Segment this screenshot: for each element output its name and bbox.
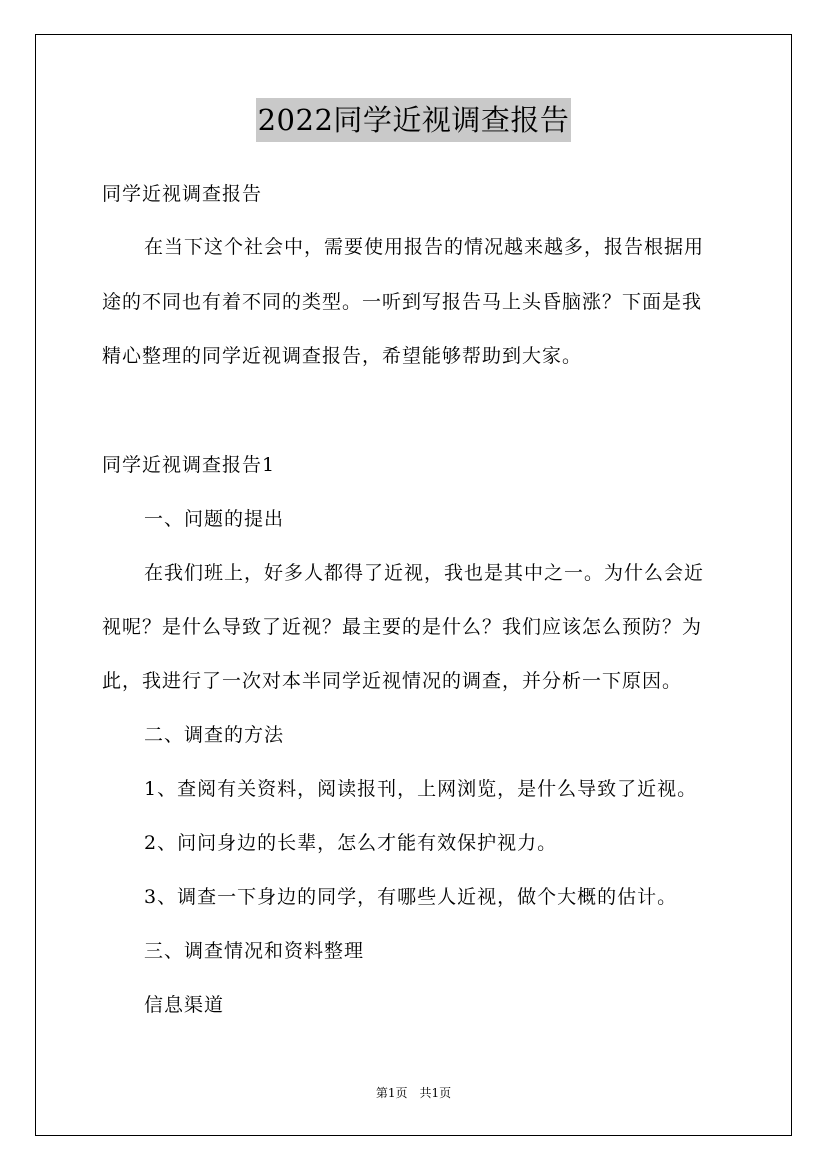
intro-line-2: 途的不同也有着不同的类型。一听到写报告马上头昏脑涨？下面是我 xyxy=(102,291,703,313)
problem-line-3: 此，我进行了一次对本半同学近视情况的调查，并分析一下原因。 xyxy=(102,670,683,692)
method-item-2: 2、问问身边的长辈，怎么才能有效保护视力。 xyxy=(144,832,558,854)
problem-line-2: 视呢？是什么导致了近视？最主要的是什么？我们应该怎么预防？为 xyxy=(102,616,703,638)
document-subtitle: 同学近视调查报告 xyxy=(102,183,263,205)
problem-line-1: 在我们班上，好多人都得了近视，我也是其中之一。为什么会近 xyxy=(144,562,705,584)
document-title: 2022同学近视调查报告 xyxy=(256,98,572,142)
section-title: 同学近视调查报告1 xyxy=(102,454,276,476)
heading-methods: 二、调查的方法 xyxy=(144,724,285,746)
info-channel-label: 信息渠道 xyxy=(144,994,225,1016)
intro-line-3: 精心整理的同学近视调查报告，希望能够帮助到大家。 xyxy=(102,345,583,367)
method-item-1: 1、查阅有关资料，阅读报刊，上网浏览，是什么导致了近视。 xyxy=(144,778,698,800)
heading-survey-results: 三、调查情况和资料整理 xyxy=(144,940,365,962)
method-item-3: 3、调查一下身边的同学，有哪些人近视，做个大概的估计。 xyxy=(144,886,678,908)
title-container xyxy=(0,98,827,142)
intro-line-1: 在当下这个社会中，需要使用报告的情况越来越多，报告根据用 xyxy=(144,236,705,258)
heading-problem: 一、问题的提出 xyxy=(144,508,285,530)
page-footer: 第1页 共1页 xyxy=(375,1086,452,1100)
